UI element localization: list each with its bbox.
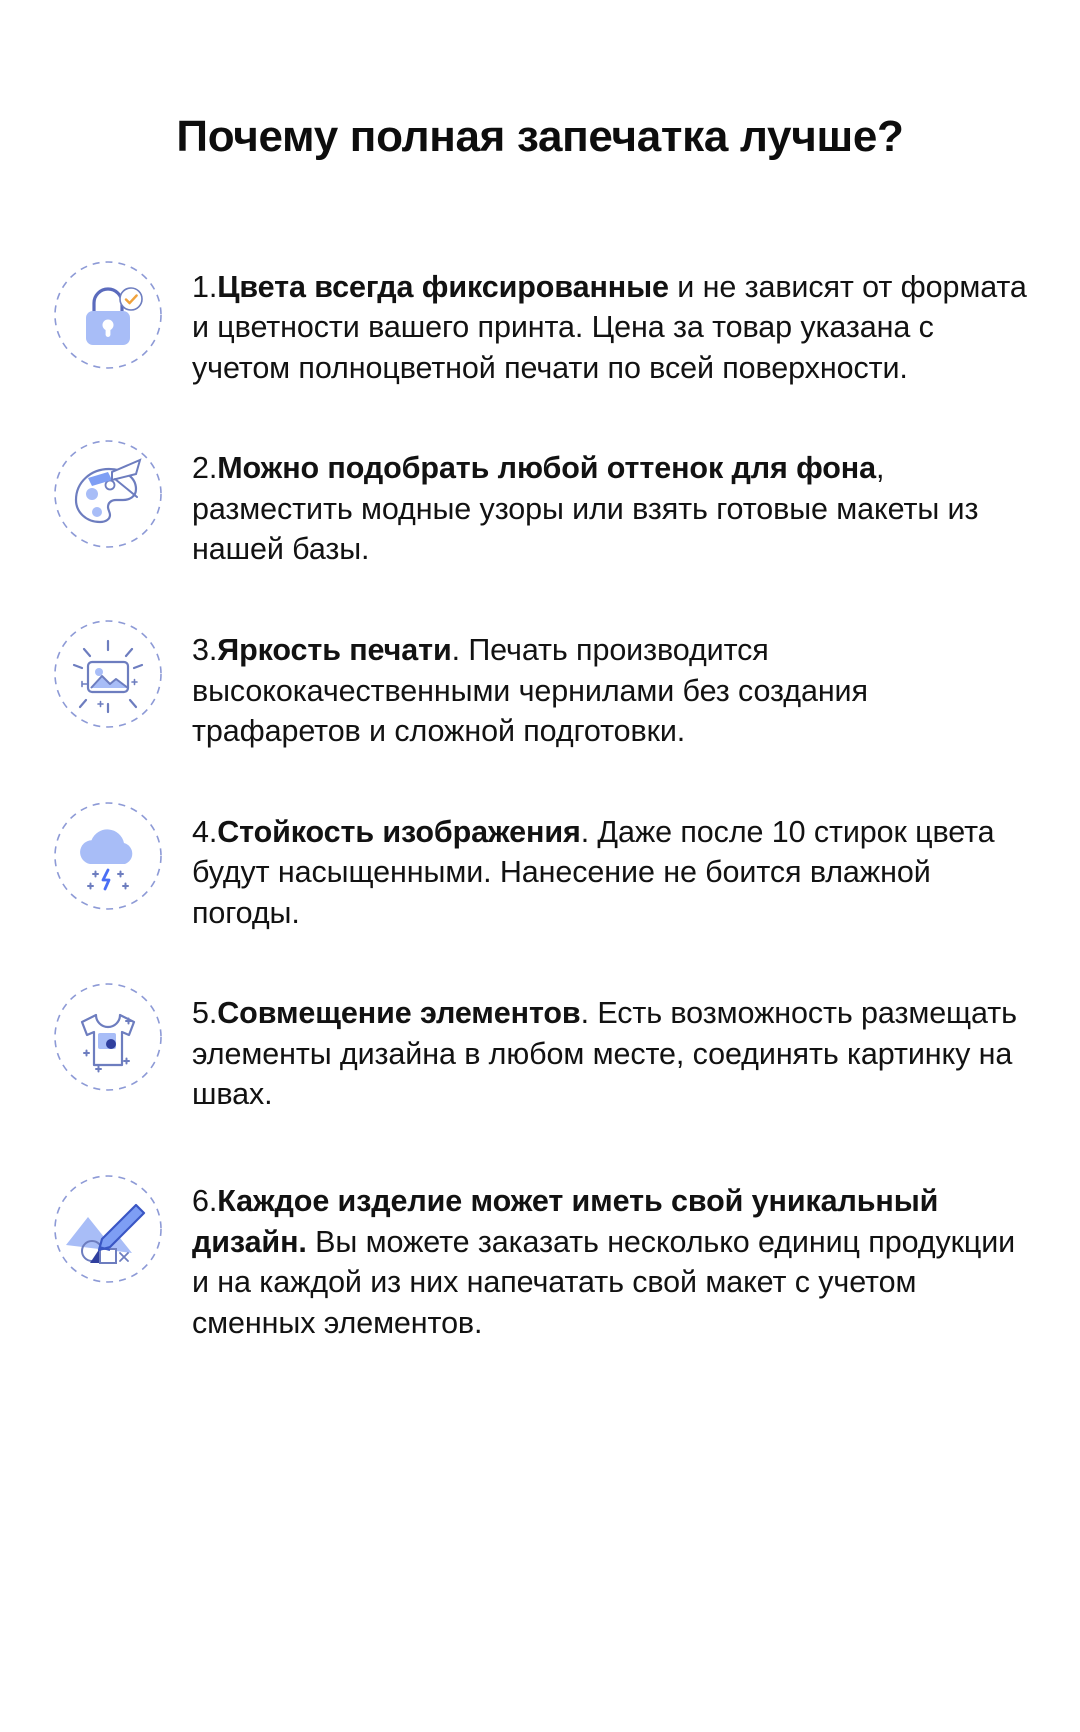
list-item xyxy=(52,1167,1038,1343)
pencil-design-icon xyxy=(52,1173,164,1285)
tshirt-print-icon xyxy=(52,981,164,1093)
list-item-number: 4. xyxy=(192,814,218,849)
list-item-text xyxy=(192,434,1038,570)
list-item-number: 1. xyxy=(192,269,218,304)
list-item xyxy=(52,253,1038,389)
benefits-list xyxy=(0,253,1080,1344)
list-item-rest: . Печать производится высококачественными чернилами без создания трафаретов и сложной подготовки. xyxy=(192,632,868,749)
list-item-number: 6. xyxy=(192,1184,218,1219)
list-item-bold: Каждое изделие может иметь свой уникальный дизайн. xyxy=(192,1184,939,1259)
list-item xyxy=(52,979,1038,1115)
list-item-rest: . Есть возможность размещать элементы дизайна в любом месте, соединять картинку на швах. xyxy=(192,996,1017,1112)
list-item-rest: и не зависят от формата и цветности вашего принта. Цена за товар указана с учетом полноцветной печати по всей поверхности. xyxy=(192,269,1027,385)
cloud-rain-icon xyxy=(52,800,164,912)
list-item xyxy=(52,798,1038,934)
list-item-number: 2. xyxy=(192,451,218,486)
list-item-bold: Яркость печати xyxy=(217,632,452,667)
list-item-text xyxy=(192,798,1038,934)
list-item-bold: Совмещение элементов xyxy=(217,996,581,1031)
list-item-rest: Вы можете заказать несколько единиц продукции и на каждой из них напечатать свой макет с учетом сменных элементов. xyxy=(192,1224,1016,1340)
list-item-text xyxy=(192,616,1038,752)
list-item-text xyxy=(192,253,1038,389)
infographic-page xyxy=(0,112,1080,1732)
list-item-rest: , разместить модные узоры или взять готовые макеты из нашей базы. xyxy=(192,451,979,567)
list-item-text xyxy=(192,1167,1038,1343)
lock-check-icon xyxy=(52,259,164,371)
list-item-bold: Цвета всегда фиксированные xyxy=(217,269,669,304)
list-item-bold: Можно подобрать любой оттенок для фона xyxy=(217,451,876,486)
list-item-text xyxy=(192,979,1038,1115)
paint-palette-brush-icon xyxy=(52,438,164,550)
list-item xyxy=(52,434,1038,570)
list-item-number: 5. xyxy=(192,996,218,1031)
list-item-number: 3. xyxy=(192,632,218,667)
list-item-bold: Стойкость изображения xyxy=(217,814,581,849)
list-item-rest: . Даже после 10 стирок цвета будут насыщенными. Нанесение не боится влажной погоды. xyxy=(192,814,995,930)
bright-image-icon xyxy=(52,618,164,730)
list-item xyxy=(52,616,1038,752)
page-title: Почему полная запечатка лучше? xyxy=(176,112,904,161)
